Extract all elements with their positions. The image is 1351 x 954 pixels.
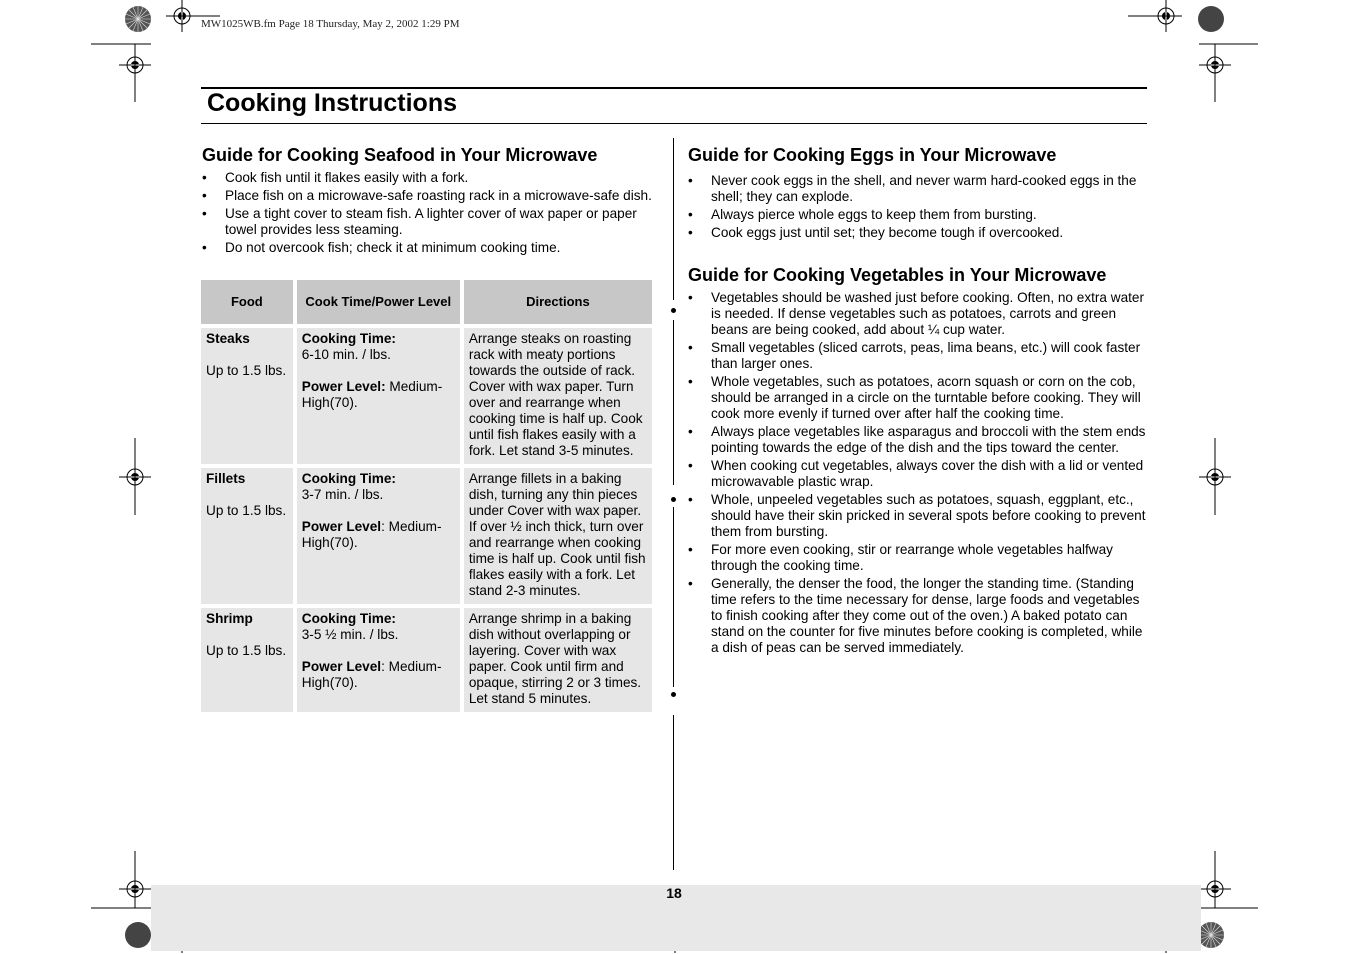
cooking-time-value: 3-5 ½ min. / lbs. (301, 627, 399, 642)
list-item: • Cook fish until it flakes easily with a fork. (202, 170, 662, 186)
eggs-bullet-list (688, 173, 1148, 243)
list-item: • Never cook eggs in the shell, and never warm hard-cooked eggs in the shell; they can explode. (688, 173, 1148, 205)
cook-time-cell (297, 468, 460, 604)
list-item: • Place fish on a microwave-safe roasting rack in a microwave-safe dish. (202, 188, 662, 204)
cooking-time-label: Cooking Time: (301, 331, 396, 346)
divider-dot (671, 497, 676, 502)
power-level-value: Medium-High(70). (301, 379, 443, 410)
directions-cell: Arrange steaks on roasting rack with meaty portions towards the outside of rack. Cover with wax paper. Turn over and rearrange when cooking time is half up. Cook until fish flakes easily with a fork. Let stand 3-5 minutes. (464, 328, 652, 464)
food-cell (201, 468, 293, 604)
food-weight: Up to 1.5 lbs. (206, 643, 287, 658)
page-title: Cooking Instructions (207, 89, 457, 117)
food-name: Shrimp (206, 611, 253, 626)
power-level-label: Power Level: (301, 379, 386, 394)
column-divider (673, 715, 674, 870)
list-item: • Always place vegetables like asparagus and broccoli with the stem ends pointing towards the edge of the dish and the tips toward the center. (688, 424, 1148, 456)
food-weight: Up to 1.5 lbs. (206, 503, 287, 518)
food-name: Fillets (206, 471, 246, 486)
list-item: • Generally, the denser the food, the longer the standing time. (Standing time refers to the time necessary for dense, large foods and vegetables to finish cooking after they come out of the oven.) A baked potato can stand on the counter for five minutes before cooking is completed, while a dish of peas can be served immediately. (688, 576, 1148, 656)
seafood-cooking-table (197, 276, 656, 716)
table-row (201, 328, 652, 464)
power-level-value: : Medium-High(70). (301, 659, 442, 690)
cook-time-cell (297, 328, 460, 464)
cooking-time-value: 6-10 min. / lbs. (301, 347, 391, 362)
column-header-directions: Directions (464, 280, 652, 324)
list-item: • Whole, unpeeled vegetables such as potatoes, squash, eggplant, etc., should have their skin pricked in several spots before cooking to prevent them from bursting. (688, 492, 1148, 540)
vegetables-section-title: Guide for Cooking Vegetables in Your Microwave (688, 265, 1107, 285)
food-cell (201, 328, 293, 464)
list-item: • Vegetables should be washed just before cooking. Often, no extra water is needed. If dense vegetables such as potatoes, carrots and green beans are being cooked, add about ¼ cup water. (688, 290, 1148, 338)
table-row (201, 468, 652, 604)
cooking-time-label: Cooking Time: (301, 471, 396, 486)
directions-cell: Arrange fillets in a baking dish, turning any thin pieces under Cover with wax paper. If over ½ inch thick, turn over and rearrange when cooking time is half up. Cook until fish flakes easily with a fork. Let stand 2-3 minutes. (464, 468, 652, 604)
table-header-row (201, 280, 652, 324)
page-number: 18 (666, 885, 682, 901)
power-level-label: Power Level (301, 519, 382, 534)
directions-cell: Arrange shrimp in a baking dish without overlapping or layering. Cover with wax paper. Cook until firm and opaque, stirring 2 or 3 times. Let stand 5 minutes. (464, 608, 652, 712)
power-level-value: : Medium-High(70). (301, 519, 442, 550)
column-header-cook-time: Cook Time/Power Level (297, 280, 460, 324)
seafood-bullet-list (202, 170, 662, 258)
list-item: • Whole vegetables, such as potatoes, acorn squash or corn on the cob, should be arranged in a circle on the turntable before cooking. They will cook more evenly if turned over after half the cooking time. (688, 374, 1148, 422)
list-item: • Do not overcook fish; check it at minimum cooking time. (202, 240, 662, 256)
list-item: • Always pierce whole eggs to keep them from bursting. (688, 207, 1148, 223)
file-info-header: MW1025WB.fm Page 18 Thursday, May 2, 2002 1:29 PM (201, 18, 460, 30)
divider-dot (671, 692, 676, 697)
list-item: • When cooking cut vegetables, always cover the dish with a lid or vented microwavable plastic wrap. (688, 458, 1148, 490)
column-divider (673, 507, 674, 687)
title-bottom-rule (201, 123, 1147, 124)
eggs-section-title: Guide for Cooking Eggs in Your Microwave (688, 145, 1057, 165)
list-item: • Use a tight cover to steam fish. A lighter cover of wax paper or paper towel provides less steaming. (202, 206, 662, 238)
list-item: • Cook eggs just until set; they become tough if overcooked. (688, 225, 1148, 241)
table-row (201, 608, 652, 712)
seafood-section-title: Guide for Cooking Seafood in Your Microwave (202, 145, 598, 165)
power-level-label: Power Level (301, 659, 382, 674)
vegetables-bullet-list (688, 290, 1148, 658)
column-divider (673, 138, 674, 300)
list-item: • For more even cooking, stir or rearrange whole vegetables halfway through the cooking time. (688, 542, 1148, 574)
divider-dot (671, 308, 676, 313)
food-weight: Up to 1.5 lbs. (206, 363, 287, 378)
column-header-food: Food (201, 280, 293, 324)
food-cell (201, 608, 293, 712)
cooking-time-value: 3-7 min. / lbs. (301, 487, 384, 502)
column-divider (673, 320, 674, 485)
cook-time-cell (297, 608, 460, 712)
food-name: Steaks (206, 331, 250, 346)
cooking-time-label: Cooking Time: (301, 611, 396, 626)
list-item: • Small vegetables (sliced carrots, peas, lima beans, etc.) will cook faster than larger ones. (688, 340, 1148, 372)
